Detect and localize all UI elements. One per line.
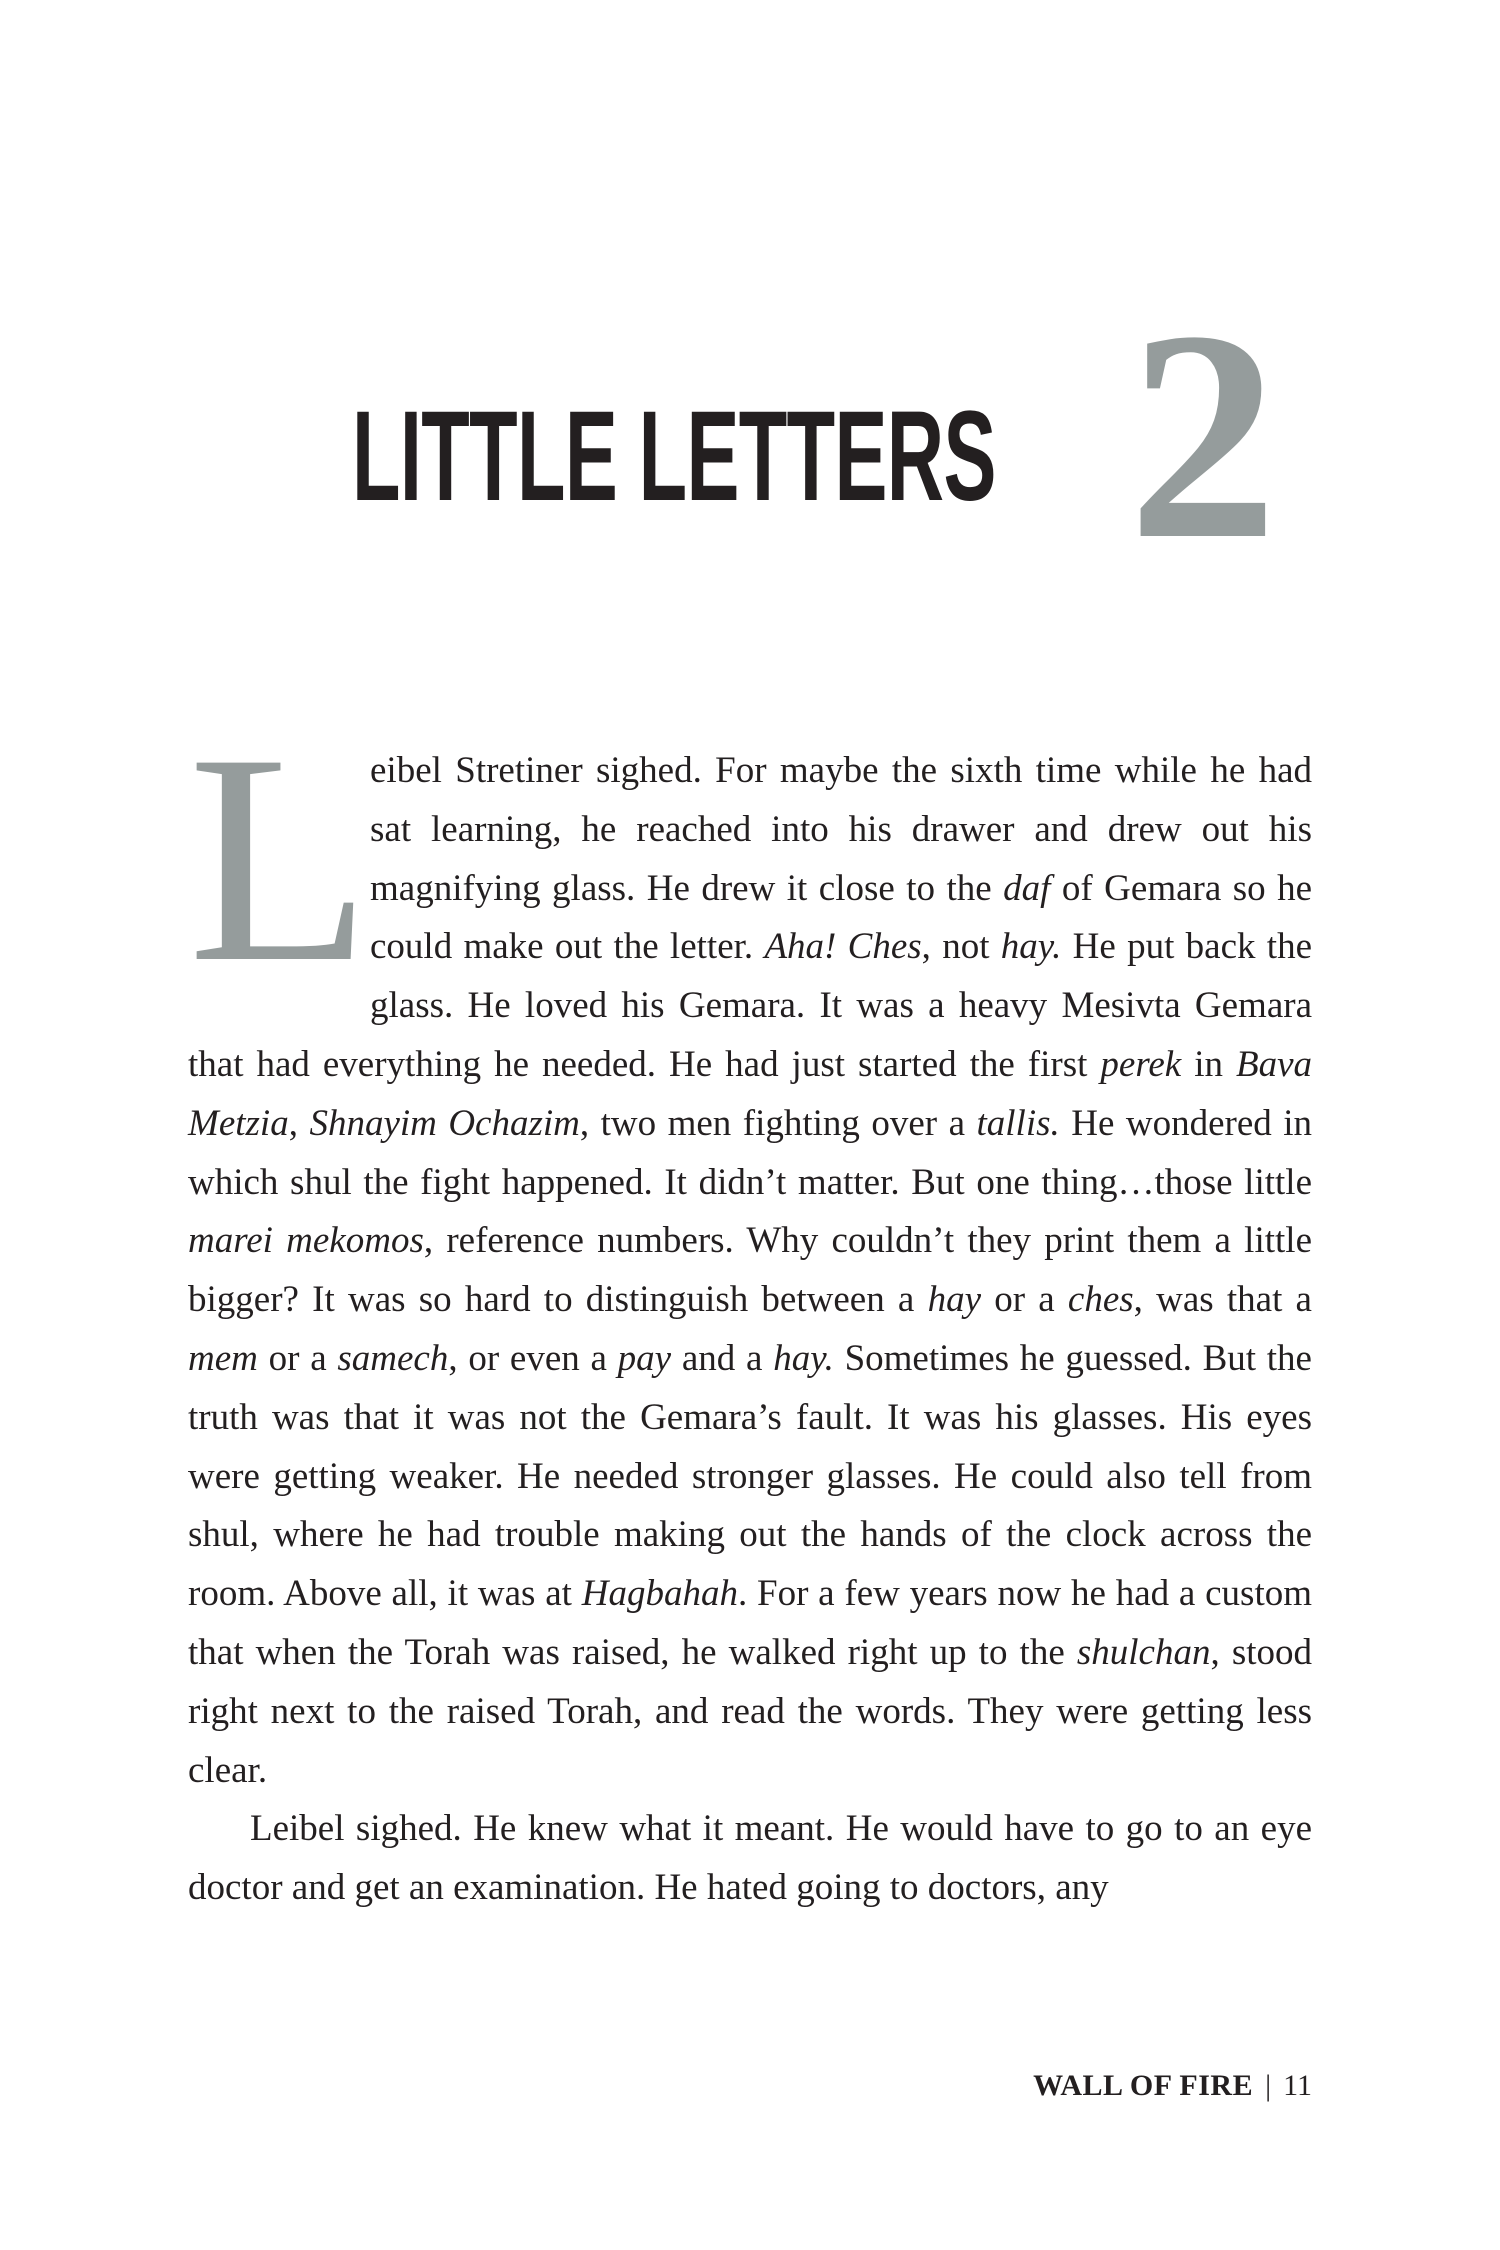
italic-term: Bava Metzia: [188, 1043, 1312, 1144]
chapter-header: [0, 0, 1500, 600]
page-number: 11: [1283, 2069, 1312, 2102]
italic-term: tallis.: [976, 1102, 1060, 1144]
italic-term: pay: [617, 1337, 672, 1379]
italic-term: ches: [1067, 1279, 1134, 1321]
italic-term: marei mekomos: [188, 1220, 424, 1262]
italic-term: shulchan: [1076, 1631, 1211, 1673]
italic-term: perek: [1100, 1043, 1182, 1085]
book-title: WALL OF FIRE: [1033, 2069, 1254, 2102]
paragraph: [188, 692, 1313, 1800]
italic-term: Hagbahah: [581, 1573, 738, 1615]
paragraph-text: Leibel sighed. He knew what it meant. He would have to go to an eye doctor and get an examination. He hated going to doctors, any: [188, 1808, 1312, 1909]
paragraph-text: eibel Stretiner sighed. For maybe the sixth time while he had sat learning, he reached into his drawer and drew out his magnifying glass. He drew it close to the daf of Gemara so he could make out the letter. Aha! Ches, not hay. He put back the glass. He loved his Gemara. It was a heavy Mesivta Gemara that had everything he needed. He had just started the first perek in Bava Metzia, Shnayim Ochazim, two men fighting over a tallis. He wondered in which shul the fight happened. It didn’t matter. But one thing…those little marei mekomos, reference numbers. Why couldn’t they print them a little bigger? It was so hard to distinguish between a hay or a ches, was that a mem or a samech, or even a pay and a hay. Sometimes he guessed. But the truth was that it was not the Gemara’s fault. It was his glasses. His eyes were getting weaker. He needed stronger glasses. He could also tell from shul, where he had trouble making out the hands of the clock across the room. Above all, it was at Hagbahah. For a few years now he had a custom that when the Torah was raised, he walked right up to the shulchan, stood right next to the raised Torah, and read the words. They were getting less clear.: [188, 750, 1313, 1791]
italic-term: Shnayim Ochazim: [309, 1102, 580, 1144]
chapter-number: 2: [1128, 269, 1278, 601]
body-text: [188, 692, 1313, 1918]
italic-term: mem: [188, 1337, 258, 1379]
italic-term: hay.: [773, 1337, 834, 1379]
italic-term: hay: [927, 1279, 981, 1321]
footer-separator: |: [1265, 2069, 1272, 2102]
italic-term: Aha! Ches: [764, 926, 922, 968]
italic-term: samech: [337, 1337, 449, 1379]
drop-cap-letter: L: [188, 692, 372, 1024]
running-footer: [1033, 2066, 1312, 2106]
italic-term: daf: [1003, 867, 1051, 909]
paragraph: [188, 1800, 1312, 1918]
drop-cap: [188, 692, 372, 1024]
italic-term: hay.: [1000, 926, 1062, 968]
chapter-title: LITTLE LETTERS: [352, 385, 996, 528]
